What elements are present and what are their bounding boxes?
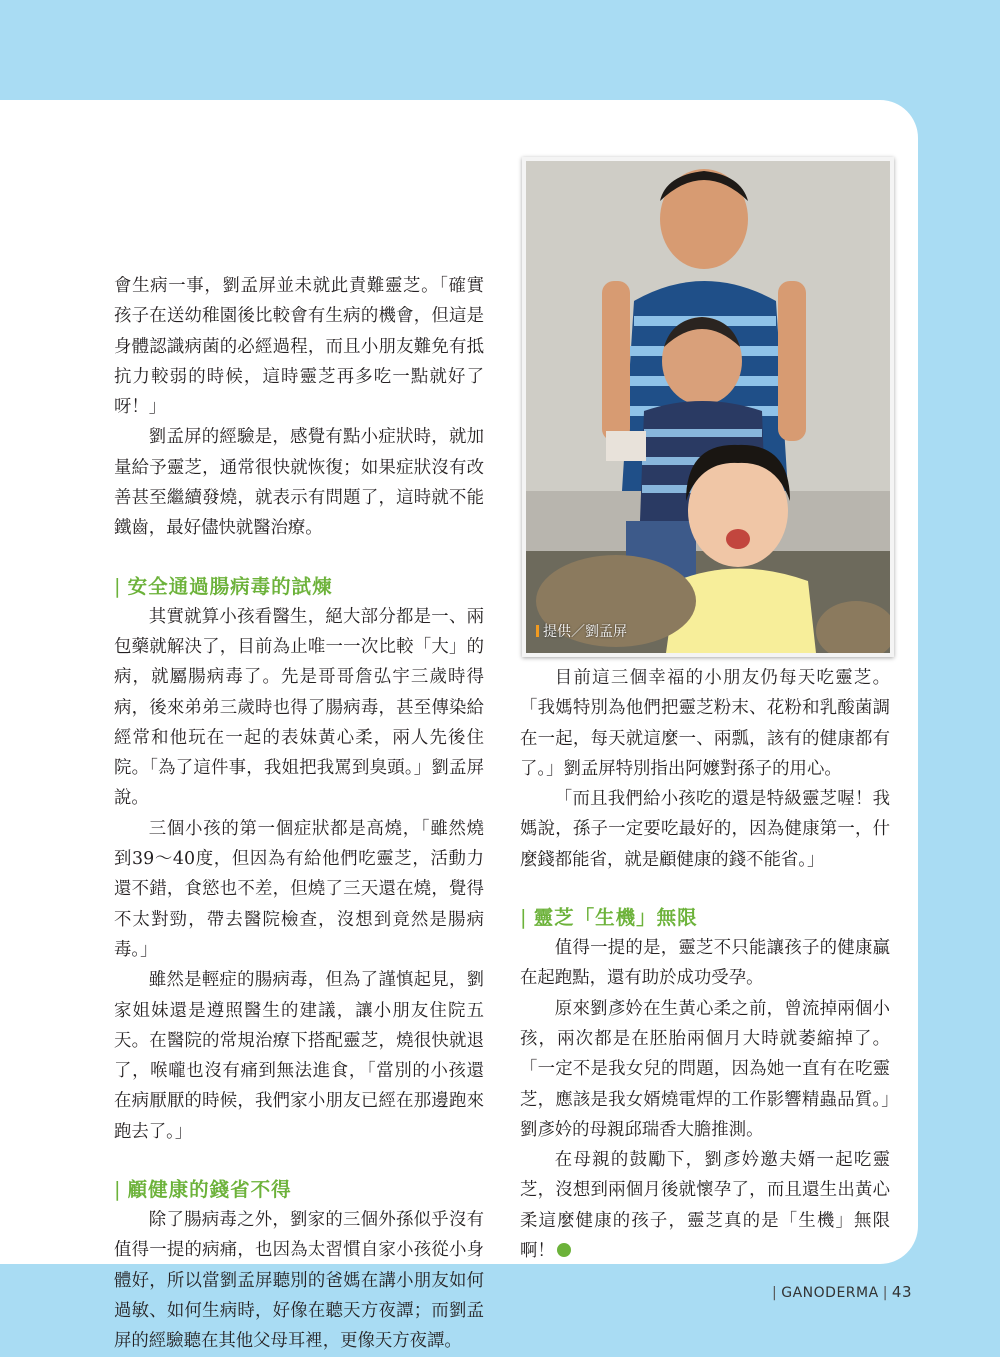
right-paragraph-1: 目前這三個幸福的小朋友仍每天吃靈芝。「我媽特別為他們把靈芝粉末、花粉和乳酸菌調在一起，每天就這麼一、兩瓢，該有的健康都有了。」劉孟屏特別指出阿嬤對孫子的用心。	[520, 668, 890, 779]
section-heading-enterovirus	[114, 572, 484, 602]
left-paragraph-4: 三個小孩的第一個症狀都是高燒，「雖然燒到39～40度，但因為有給他們吃靈芝，活動力還不錯，食慾也不差，但燒了三天還在燒，覺得不太對勁，帶去醫院檢查，沒想到竟然是腸病毒。」	[114, 818, 484, 960]
right-column	[520, 663, 890, 1266]
section-heading-health-money	[114, 1175, 484, 1205]
footer-separator: |	[882, 1285, 888, 1301]
right-paragraph-5	[520, 1145, 890, 1266]
heading-bar: |	[520, 906, 528, 930]
photo-credit-text: 提供／劉孟屏	[543, 624, 627, 640]
children-photo	[522, 157, 894, 657]
left-paragraph-1: 會生病一事，劉孟屏並未就此責難靈芝。「確實孩子在送幼稚園後比較會有生病的機會，但這是身體認識病菌的必經過程，而且小朋友難免有抵抗力較弱的時候，這時靈芝再多吃一點就好了呀！」	[114, 276, 484, 418]
right-paragraph-3: 值得一提的是，靈芝不只能讓孩子的健康贏在起跑點，還有助於成功受孕。	[520, 938, 890, 989]
heading-bar: |	[114, 1178, 122, 1202]
end-mark-icon	[557, 1243, 571, 1257]
right-paragraph-4: 原來劉彥妗在生黃心柔之前，曾流掉兩個小孩，兩次都是在胚胎兩個月大時就萎縮掉了。「一定不是我女兒的問題，因為她一直有在吃靈芝，應該是我女婿燒電焊的工作影響精蟲品質。」劉彥妗的母親邱瑞香大膽推測。	[520, 998, 890, 1140]
footer-magazine-name: GANODERMA	[781, 1285, 879, 1301]
section-heading-vitality	[520, 903, 890, 933]
section-heading-text: 靈芝「生機」無限	[533, 906, 698, 930]
section-heading-text: 顧健康的錢省不得	[127, 1178, 292, 1202]
section-spacer	[114, 544, 484, 572]
section-spacer	[520, 875, 890, 903]
credit-mark	[536, 625, 539, 637]
photo-credit	[536, 621, 627, 641]
page-number: 43	[891, 1283, 912, 1301]
section-spacer	[114, 1147, 484, 1175]
left-paragraph-3: 其實就算小孩看醫生，絕大部分都是一、兩包藥就解決了，目前為止唯一一次比較「大」的病，就屬腸病毒了。先是哥哥詹弘宇三歲時得病，後來弟弟三歲時也得了腸病毒，甚至傳染給經常和他玩在一起的表妹黃心柔，兩人先後住院。「為了這件事，我姐把我罵到臭頭。」劉孟屏說。	[114, 606, 484, 809]
left-column	[114, 271, 484, 1357]
footer-separator: |	[772, 1285, 778, 1301]
right-paragraph-5-text: 在母親的鼓勵下，劉彥妗邀夫婿一起吃靈芝，沒想到兩個月後就懷孕了，而且還生出黃心柔這麼健康的孩子，靈芝真的是「生機」無限啊！	[520, 1150, 890, 1262]
right-paragraph-2: 「而且我們給小孩吃的還是特級靈芝喔！我媽說，孫子一定要吃最好的，因為健康第一，什麼錢都能省，就是顧健康的錢不能省。」	[520, 789, 890, 870]
children-photo-illustration	[526, 161, 890, 653]
left-paragraph-6: 除了腸病毒之外，劉家的三個外孫似乎沒有值得一提的病痛，也因為太習慣自家小孩從小身體好，所以當劉孟屏聽別的爸媽在講小朋友如何過敏、如何生病時，好像在聽天方夜譚；而劉孟屏的經驗聽在其他父母耳裡，更像天方夜譚。	[114, 1210, 484, 1352]
left-paragraph-2: 劉孟屏的經驗是，感覺有點小症狀時，就加量給予靈芝，通常很快就恢復；如果症狀沒有改善甚至繼續發燒，就表示有問題了，這時就不能鐵齒，最好儘快就醫治療。	[114, 427, 484, 539]
section-heading-text: 安全通過腸病毒的試煉	[127, 574, 333, 598]
heading-bar: |	[114, 574, 122, 598]
page-footer	[768, 1283, 912, 1301]
left-paragraph-5: 雖然是輕症的腸病毒，但為了謹慎起見，劉家姐妹還是遵照醫生的建議，讓小朋友住院五天。在醫院的常規治療下搭配靈芝，燒很快就退了，喉嚨也沒有痛到無法進食，「當別的小孩還在病厭厭的時候，我們家小朋友已經在那邊跑來跑去了。」	[114, 970, 484, 1142]
